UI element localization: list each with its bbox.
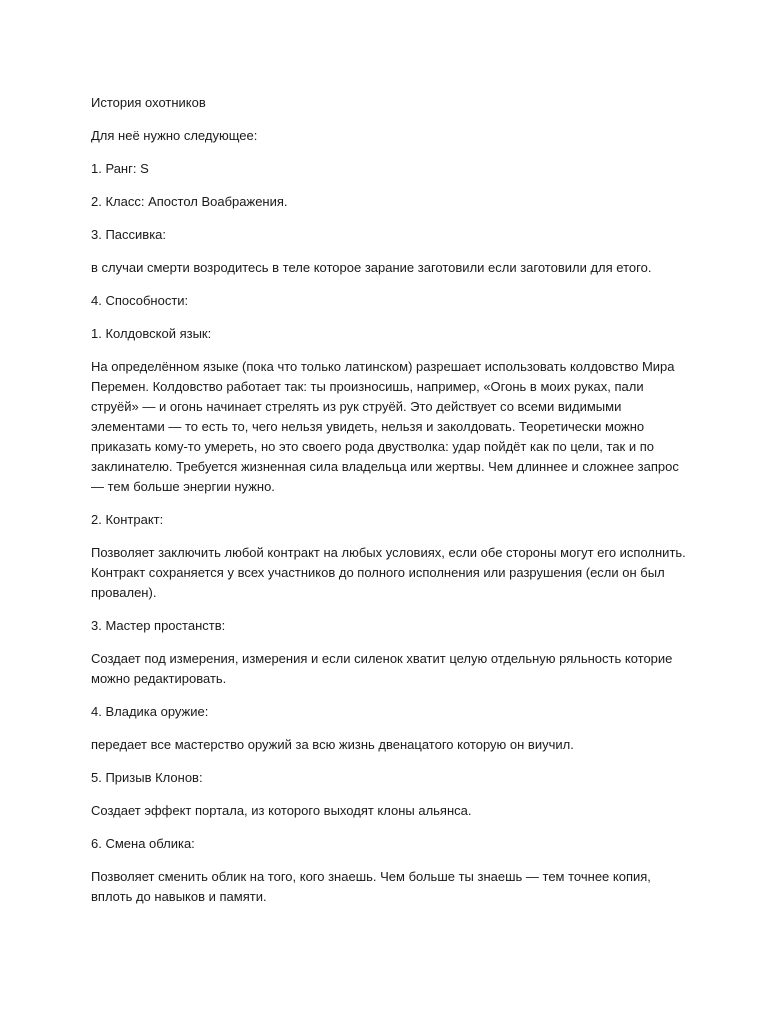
- ability-1-description: На определённом языке (пока что только латинском) разрешает использовать колдовство Мира Перемен. Колдовство работает так: ты произносишь, например, «Огонь в моих руках, пали струёй» — и огонь начинает стрелять из рук струёй. Это действует со всеми видимыми элементами — то есть то, чего нельзя увидеть, нельзя и заколдовать. Теоретически можно приказать кому-то умереть, но это своего рода двустволка: удар пойдёт как по цели, так и по заклинателю. Требуется жизненная сила владельца или жертвы. Чем длиннее и сложнее запрос — тем больше энергии нужно.: [91, 359, 679, 494]
- ability-5-description: Создает эффект портала, из которого выходят клоны альянса.: [91, 803, 472, 818]
- ability-3-description: Создает под измерения, измерения и если силенок хватит целую отдельную ряльность которие можно редактировать.: [91, 651, 673, 686]
- ability-2-description: Позволяет заключить любой контракт на любых условиях, если обе стороны могут его исполнить. Контракт сохраняется у всех участников до полного исполнения или разрушения (если он был провален).: [91, 545, 686, 600]
- document-title: История охотников: [91, 95, 206, 110]
- requirements-intro: Для неё нужно следующее:: [91, 128, 258, 143]
- passive-description: в случаи смерти возродитесь в теле которое зарание заготовили если заготовили для етого.: [91, 260, 652, 275]
- document-page: [91, 93, 691, 920]
- rank-line: 1. Ранг: S: [91, 161, 149, 176]
- passive-heading: 3. Пассивка:: [91, 227, 167, 242]
- ability-5-heading: 5. Призыв Клонов:: [91, 770, 203, 785]
- ability-4-description: передает все мастерство оружий за всю жизнь двенацатого которую он виучил.: [91, 737, 574, 752]
- ability-2-heading: 2. Контракт:: [91, 512, 164, 527]
- abilities-heading: 4. Способности:: [91, 293, 189, 308]
- ability-6-description: Позволяет сменить облик на того, кого знаешь. Чем больше ты знаешь — тем точнее копия, вплоть до навыков и памяти.: [91, 869, 651, 904]
- ability-3-heading: 3. Мастер простанств:: [91, 618, 226, 633]
- ability-6-heading: 6. Смена облика:: [91, 836, 195, 851]
- ability-1-heading: 1. Колдовской язык:: [91, 326, 212, 341]
- ability-4-heading: 4. Владика оружие:: [91, 704, 209, 719]
- class-line: 2. Класс: Апостол Воабражения.: [91, 194, 288, 209]
